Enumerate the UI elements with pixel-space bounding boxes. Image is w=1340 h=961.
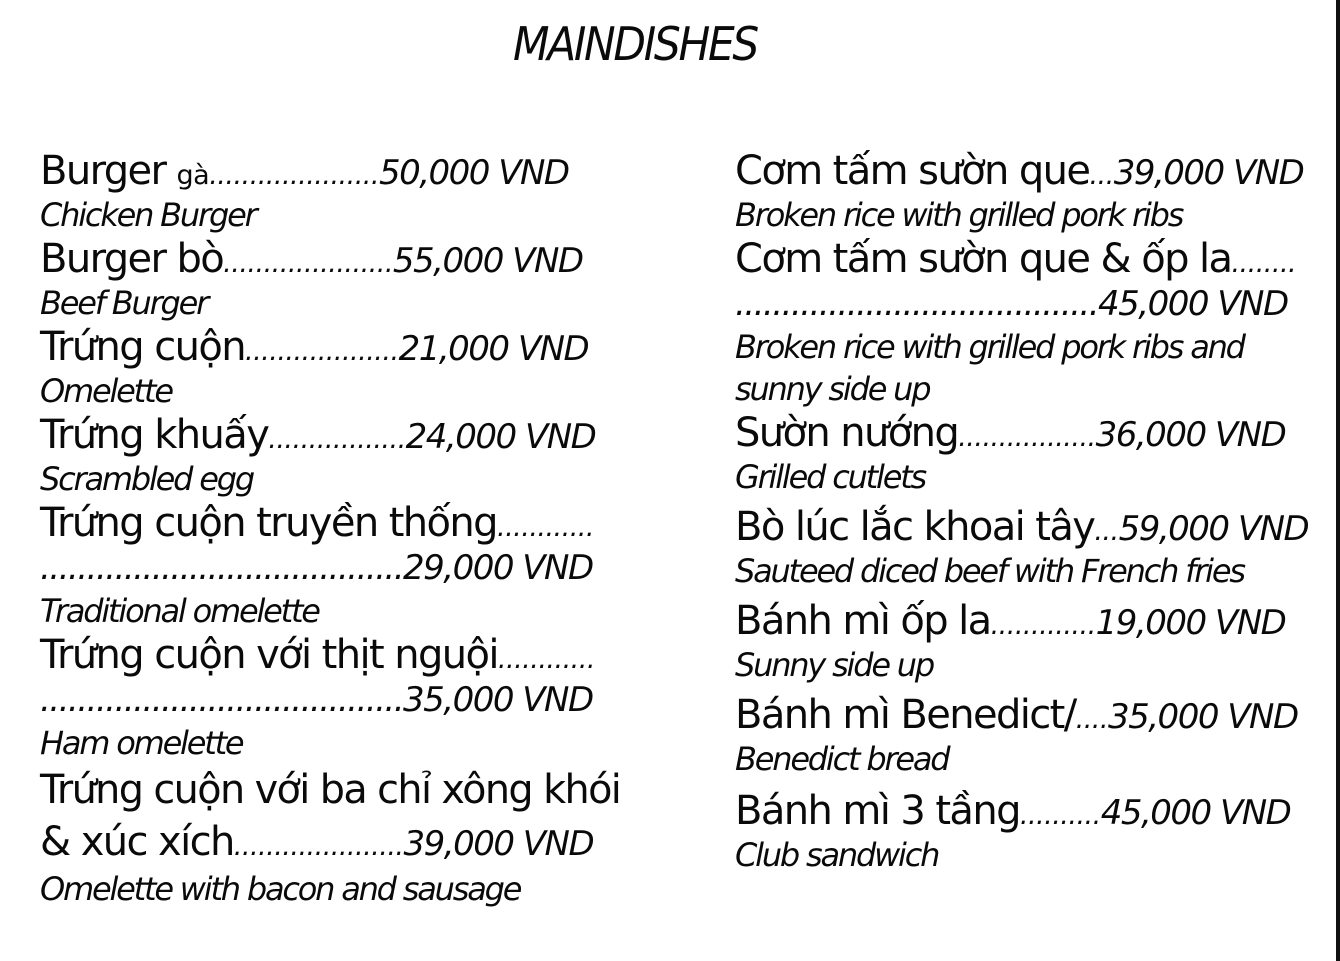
item-description: Benedict bread: [735, 740, 949, 778]
item-price: 39,000 VND: [403, 824, 594, 864]
item-name: Trứng cuộn với thịt nguội: [40, 632, 498, 678]
item-name-line-2: [40, 816, 620, 868]
item-price: 45,000 VND: [1100, 793, 1291, 833]
item-name: Sườn nướng: [735, 410, 959, 456]
item-dots: .......................................: [735, 284, 1098, 324]
item-dots: .......................................: [40, 680, 403, 720]
item-description: Broken rice with grilled pork ribs and: [735, 328, 1244, 366]
item-price: 45,000 VND: [1098, 284, 1288, 324]
item-name: Trứng khuấy: [40, 412, 269, 458]
item-name: Burger bò: [40, 236, 224, 282]
item-description: Beef Burger: [40, 284, 208, 322]
item-dots: ........: [1231, 248, 1297, 279]
item-name-line: [40, 764, 621, 816]
item-description: Sunny side up: [735, 646, 933, 684]
item-name: Bánh mì Benedict/: [735, 692, 1076, 738]
item-name-line: [735, 504, 1310, 550]
item-name-line: [40, 324, 620, 370]
item-dots: .............: [990, 610, 1096, 641]
item-description: Sauteed diced beef with French fries: [735, 552, 1244, 590]
item-name-continued: & xúc xích: [40, 819, 234, 865]
right-column: [735, 148, 1310, 876]
menu-title: MAINDISHES: [513, 17, 757, 71]
item-price-line: [40, 546, 620, 590]
item-price: 39,000 VND: [1113, 153, 1304, 193]
item-price: 50,000 VND: [378, 153, 569, 193]
item-dots: .................: [958, 422, 1096, 453]
item-description: Scrambled egg: [40, 460, 253, 498]
item-description: Chicken Burger: [40, 196, 256, 234]
menu-item: [735, 598, 1310, 686]
item-dots: ............: [497, 644, 595, 675]
menu-item: [735, 236, 1310, 410]
item-price: 35,000 VND: [1107, 697, 1298, 737]
item-description: Omelette: [40, 372, 172, 410]
item-name: Burger: [40, 148, 166, 194]
menu-item: [735, 148, 1310, 236]
item-name-line: [735, 410, 1310, 456]
item-dots: ............: [496, 512, 594, 543]
item-description-2: sunny side up: [735, 370, 930, 408]
item-price: 55,000 VND: [392, 241, 583, 281]
item-price: 59,000 VND: [1118, 509, 1309, 549]
item-name-line: [735, 788, 1310, 834]
item-dots: ..........: [1019, 800, 1101, 831]
item-description: Grilled cutlets: [735, 458, 926, 496]
item-name-line: [40, 148, 620, 194]
page-edge-border: [1336, 0, 1340, 961]
menu-item: [40, 500, 620, 632]
item-name-line: [735, 148, 1310, 194]
item-price: 36,000 VND: [1095, 415, 1286, 455]
item-price: 19,000 VND: [1095, 603, 1286, 643]
menu-item: [735, 504, 1310, 592]
left-column: [40, 148, 620, 910]
item-dots: .................: [268, 424, 406, 455]
menu-item: [735, 788, 1310, 876]
menu-item: [40, 412, 620, 500]
item-name: Trứng cuộn truyền thống: [40, 500, 497, 546]
item-dots: ...................: [244, 336, 399, 367]
item-dots: ....: [1075, 704, 1108, 735]
menu-item: [40, 324, 620, 412]
item-name-line: [40, 500, 620, 546]
item-price: 24,000 VND: [405, 417, 596, 457]
item-dots: .....................: [223, 248, 393, 279]
item-dots: .......................................: [40, 548, 403, 588]
menu-item: [735, 410, 1310, 498]
item-price: 21,000 VND: [398, 329, 589, 369]
menu-item: [40, 764, 620, 910]
item-name-line: [40, 632, 620, 678]
item-description: Traditional omelette: [40, 592, 319, 630]
item-description: Club sandwich: [735, 836, 939, 874]
item-dots: ...: [1089, 160, 1114, 191]
item-name-line: [40, 412, 620, 458]
menu-item: [735, 692, 1310, 780]
item-name: Bánh mì ốp la: [735, 598, 991, 644]
item-price-line: [40, 678, 620, 722]
item-name: Bò lúc lắc khoai tây: [735, 504, 1095, 550]
item-name-line: [735, 598, 1310, 644]
item-dots: ...: [1094, 516, 1119, 547]
item-name-line: [735, 236, 1310, 282]
menu-item: [40, 148, 620, 236]
item-description: Omelette with bacon and sausage: [40, 870, 521, 908]
item-name: Trứng cuộn: [40, 324, 245, 370]
item-dots: .....................: [209, 160, 379, 191]
item-price: 35,000 VND: [403, 680, 593, 720]
item-description: Broken rice with grilled pork ribs: [735, 196, 1183, 234]
item-name: Trứng cuộn với ba chỉ xông khói: [40, 767, 621, 813]
item-name-line: [735, 692, 1310, 738]
item-price: 29,000 VND: [403, 548, 593, 588]
item-name: Bánh mì 3 tầng: [735, 788, 1020, 834]
menu-item: [40, 236, 620, 324]
item-description: Ham omelette: [40, 724, 243, 762]
item-dots: .....................: [233, 831, 404, 862]
item-name-suffix: gà: [176, 160, 210, 191]
item-name: Cơm tấm sườn que & ốp la: [735, 236, 1232, 282]
item-price-line: [735, 282, 1310, 326]
item-name-line: [40, 236, 620, 282]
item-name: Cơm tấm sườn que: [735, 148, 1090, 194]
menu-item: [40, 632, 620, 764]
